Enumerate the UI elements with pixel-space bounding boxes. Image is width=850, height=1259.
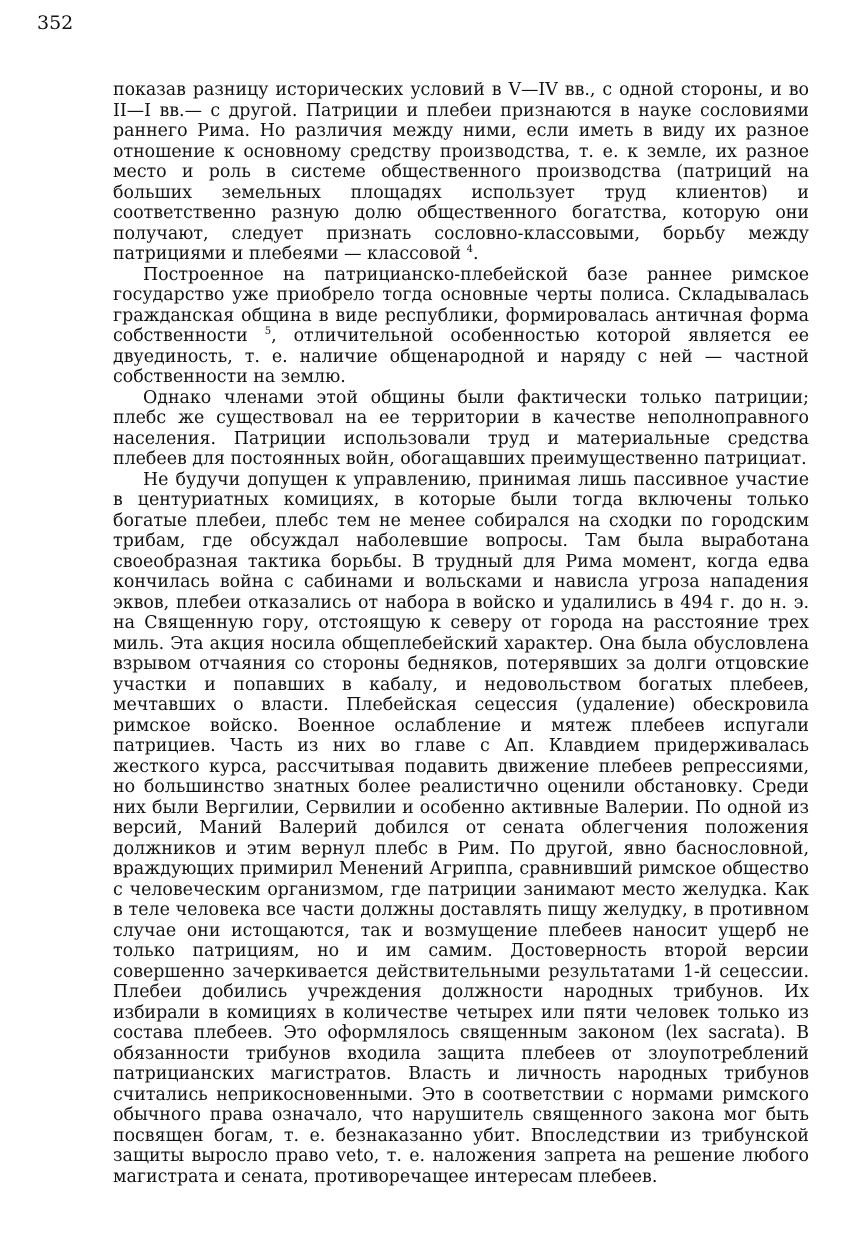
paragraph-1-text: показав разницу исторических условий в V—IV вв., с одной стороны, и во II—I вв.— с другой. Патриции и плебеи признаются в науке сословиями раннего Рима. Но различия между ними, если иметь в виду их разное отношение к основному средству производства, т. е. к земле, их разное место и роль в системе общественного производства (патриций на больших земельных площадях использует труд клиентов) и соответственно разную долю общественного богатства, которую они получают, следует признать сословно-классовыми, борьбу между патрициями и плебеями — классовой [113, 80, 809, 264]
paragraph-4: Не будучи допущен к управлению, принимая лишь пассивное участие в центуриатных комициях, в которые были тогда включены только богатые плебеи, плебс тем не менее собирался на сходки по городским трибам, где обсуждал наболевшие вопросы. Там была выработана своеобразная тактика борьбы. В трудный для Рима момент, когда едва кончилась война с сабинами и вольсками и нависла угроза нападения эквов, плебеи отказались от набора в войско и удалились в 494 г. до н. э. на Священную гору, отстоящую к северу от города на расстояние трех миль. Эта акция носила общеплебейский характер. Она была обусловлена взрывом отчаяния со стороны бедняков, потерявших за долги отцовские участки и попавших в кабалу, и недовольством богатых плебеев, мечтавших о власти. Плебейская сецессия (удаление) обескровила римское войско. Военное ослабление и мятеж плебеев испугали патрициев. Часть из них во главе с Ап. Клавдием придерживалась жесткого курса, рассчитывая подавить движение плебеев репрессиями, но большинство знатных более реалистично оценили обстановку. Среди них были Вергилии, Сервилии и особенно активные Валерии. По одной из версий, Маний Валерий добился от сената облегчения положения должников и этим вернул плебс в Рим. По другой, явно баснословной, враждующих примирил Менений Агриппа, сравнивший римское общество с человеческим организмом, где патриции занимают место желудка. Как в теле человека все части должны доставлять пищу желудку, в противном случае они истощаются, так и возмущение плебеев наносит ущерб не только патрициям, но и им самим. Достоверность второй версии совершенно зачеркивается действительными результатами 1-й сецессии. Плебеи добились учреждения должности народных трибунов. Их избирали в комициях в количестве четырех или пяти человек только из состава плебеев. Это оформлялось священным законом (lex sacrata). В обязанности трибунов входила защита плебеев от злоупотреблений патрицианских магистратов. Власть и личность народных трибунов считались неприкосновенными. Это в соответствии с нормами римского обычного права означало, что нарушитель священного закона мог быть посвящен богам, т. е. безнаказанно убит. Впоследствии из трибунской защиты выросло право veto, т. е. наложения запрета на решение любого магистрата и сената, противоречащее интересам плебеев. [113, 469, 809, 1187]
paragraph-3: Однако членами этой общины были фактически только патриции; плебс же существовал на ее территории в качестве неполноправного населения. Патриции использовали труд и материальные средства плебеев для постоянных войн, обогащавших преимущественно патрициат. [113, 387, 809, 469]
page-number: 352 [37, 12, 74, 34]
footnote-ref-4: 4 [466, 244, 474, 256]
body-text [113, 80, 809, 1187]
footnote-ref-5: 5 [264, 326, 272, 338]
paragraph-2-text: Построенное на патрицианско-плебейской базе раннее римское государство уже приобрело тогда основные черты полиса. Складывалась гражданская община в виде республики, формировалась античная форма собственности [113, 264, 809, 346]
paragraph-1 [113, 80, 809, 265]
paragraph-2-tail: , отличительной особенностью которой является ее двуединость, т. е. наличие общенародной и наряду с ней — частной собственности на землю. [113, 326, 809, 387]
paragraph-2 [113, 265, 809, 388]
paragraph-1-tail: . [473, 244, 479, 264]
